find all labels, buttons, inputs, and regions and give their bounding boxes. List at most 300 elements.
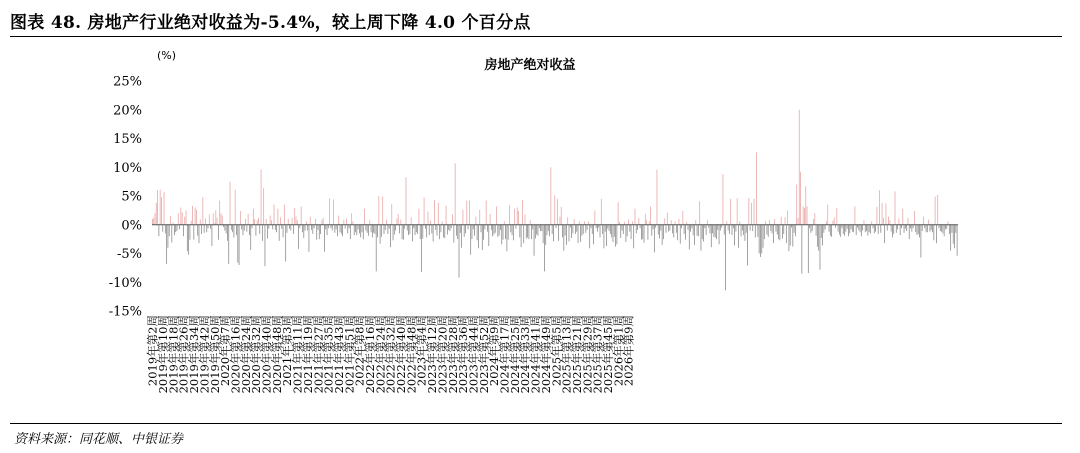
- bar: [521, 225, 522, 247]
- bar: [463, 210, 464, 225]
- bar: [794, 225, 795, 233]
- bar: [329, 198, 330, 224]
- bar: [182, 212, 183, 225]
- bar: [419, 209, 420, 225]
- x-tick-label: 2021年第51周: [342, 315, 357, 394]
- bar: [747, 225, 748, 266]
- bar: [778, 225, 779, 239]
- bar: [219, 201, 220, 225]
- bar: [284, 205, 285, 225]
- bar: [363, 225, 364, 239]
- bar: [166, 225, 167, 264]
- bar: [572, 225, 573, 234]
- bar: [589, 225, 590, 249]
- bar: [275, 225, 276, 230]
- bar: [399, 225, 400, 234]
- bar: [648, 225, 649, 240]
- bar: [257, 220, 258, 225]
- bar: [336, 225, 337, 230]
- bar: [442, 221, 443, 224]
- bar: [487, 225, 488, 232]
- bar: [666, 225, 667, 233]
- bar: [650, 206, 651, 224]
- bar: [952, 225, 953, 233]
- bar: [936, 225, 937, 243]
- bar: [331, 225, 332, 228]
- bar: [811, 225, 812, 233]
- bar: [689, 225, 690, 250]
- bar-series: [152, 110, 958, 291]
- bar: [227, 225, 228, 241]
- bar: [580, 225, 581, 242]
- bar: [168, 225, 169, 248]
- bar: [193, 225, 194, 240]
- bar: [792, 225, 793, 247]
- bar: [457, 225, 458, 239]
- x-tick-label: 2021年第19周: [300, 315, 315, 394]
- bar: [801, 225, 802, 274]
- bar: [217, 218, 218, 225]
- bar: [506, 225, 507, 251]
- y-tick-label: 10%: [113, 160, 142, 176]
- bar: [482, 225, 483, 250]
- bar: [426, 225, 427, 238]
- bar: [676, 225, 677, 233]
- bar: [768, 225, 769, 237]
- bar: [355, 225, 356, 232]
- bar: [519, 225, 520, 238]
- bar: [636, 225, 637, 234]
- bar: [888, 217, 889, 225]
- bar: [380, 225, 381, 244]
- x-axis: [146, 315, 636, 393]
- bar: [364, 209, 365, 225]
- bar: [465, 225, 466, 234]
- bar: [823, 225, 824, 233]
- bar: [786, 225, 787, 243]
- bar: [672, 225, 673, 234]
- bar: [565, 225, 566, 236]
- bar: [821, 225, 822, 238]
- bar: [205, 218, 206, 224]
- bar: [865, 225, 866, 232]
- bar: [390, 225, 391, 247]
- figure-title: 图表 48. 房地产行业绝对收益为-5.4%，较上周下降 4.0 个百分点: [10, 13, 531, 33]
- bar: [628, 220, 629, 225]
- bar: [622, 225, 623, 231]
- x-tick-label: 2021年第3周: [280, 315, 295, 387]
- bar: [741, 225, 742, 237]
- y-unit-label: (%): [157, 49, 177, 62]
- bar: [420, 225, 421, 239]
- bar: [799, 110, 800, 225]
- bar: [301, 206, 302, 224]
- bar: [472, 225, 473, 239]
- bar: [662, 225, 663, 245]
- x-tick-label: 2019年第2周: [145, 315, 160, 387]
- bar: [685, 225, 686, 240]
- bar: [424, 198, 425, 225]
- bar: [631, 225, 632, 239]
- bar: [855, 206, 856, 224]
- x-tick-label: 2024年第17周: [497, 315, 512, 394]
- bar: [398, 214, 399, 225]
- bar: [588, 221, 589, 224]
- bar: [345, 225, 346, 229]
- bar: [382, 197, 383, 225]
- x-tick-label: 2026年第1周: [611, 315, 626, 387]
- bar: [882, 203, 883, 225]
- bar: [677, 225, 678, 241]
- bar: [939, 225, 940, 228]
- bar: [623, 225, 624, 234]
- bar: [566, 225, 567, 245]
- bar: [920, 225, 921, 258]
- bar: [315, 219, 316, 225]
- bar: [726, 221, 727, 224]
- bar: [550, 167, 551, 225]
- bar: [177, 225, 178, 231]
- bar: [637, 225, 638, 230]
- bar: [391, 204, 392, 225]
- bar: [883, 218, 884, 225]
- bar: [456, 225, 457, 236]
- bar: [584, 221, 585, 224]
- bar: [208, 225, 209, 228]
- y-tick-label: 5%: [121, 189, 142, 205]
- bar: [852, 225, 853, 232]
- bar: [923, 217, 924, 225]
- bar: [510, 225, 511, 232]
- bar: [320, 225, 321, 234]
- bar: [252, 225, 253, 228]
- bar: [562, 225, 563, 238]
- bar: [248, 214, 249, 225]
- bar: [285, 225, 286, 262]
- bar: [945, 225, 946, 230]
- bar: [266, 219, 267, 225]
- bar: [955, 225, 956, 233]
- bar: [680, 225, 681, 244]
- bar: [450, 225, 451, 231]
- bar: [627, 225, 628, 237]
- bar: [513, 225, 514, 241]
- bar: [281, 225, 282, 229]
- bar: [192, 206, 193, 225]
- bar: [369, 220, 370, 225]
- bar: [499, 225, 500, 236]
- bar: [838, 225, 839, 232]
- bar: [433, 225, 434, 242]
- bar: [353, 221, 354, 224]
- bar: [902, 209, 903, 225]
- bar: [468, 225, 469, 230]
- bar: [703, 225, 704, 242]
- bar: [847, 225, 848, 229]
- bar: [874, 225, 875, 234]
- bar: [922, 225, 923, 231]
- bar: [615, 225, 616, 247]
- bar: [707, 220, 708, 225]
- bar: [446, 206, 447, 225]
- x-tick-label: 2020年第48周: [269, 315, 284, 394]
- bar: [785, 217, 786, 224]
- bar: [742, 225, 743, 231]
- bar: [604, 225, 605, 249]
- x-tick-label: 2019年第42周: [197, 315, 212, 394]
- bar: [764, 225, 765, 239]
- bar: [509, 205, 510, 225]
- bar: [649, 221, 650, 224]
- bar: [473, 225, 474, 230]
- bar: [640, 225, 641, 228]
- bar: [358, 225, 359, 230]
- bar: [553, 225, 554, 242]
- bar: [804, 208, 805, 225]
- x-tick-label: 2023年第36周: [456, 315, 471, 394]
- bar: [279, 225, 280, 241]
- bar: [704, 225, 705, 228]
- bar: [917, 225, 918, 235]
- bar: [337, 225, 338, 237]
- bar: [609, 225, 610, 231]
- x-tick-label: 2023年第28周: [445, 315, 460, 394]
- bar: [239, 225, 240, 265]
- bar: [594, 210, 595, 224]
- bar: [362, 225, 363, 232]
- bar: [359, 225, 360, 234]
- bar: [479, 210, 480, 225]
- bar: [781, 217, 782, 225]
- bar: [591, 225, 592, 228]
- bar: [776, 225, 777, 232]
- bar: [932, 225, 933, 232]
- bar: [202, 197, 203, 225]
- bar: [569, 225, 570, 242]
- bar: [948, 221, 949, 224]
- bar: [517, 208, 518, 225]
- bar: [342, 225, 343, 237]
- bar: [360, 225, 361, 238]
- bar: [914, 211, 915, 225]
- bar: [880, 225, 881, 233]
- bar: [886, 203, 887, 224]
- bar: [165, 225, 166, 234]
- bar: [596, 225, 597, 228]
- bar: [261, 170, 262, 225]
- bar: [549, 225, 550, 237]
- bar: [314, 225, 315, 228]
- bar: [933, 225, 934, 241]
- bar: [309, 225, 310, 252]
- bar: [756, 152, 757, 224]
- bar: [152, 219, 153, 225]
- bar: [684, 225, 685, 234]
- bar: [235, 190, 236, 225]
- x-tick-label: 2024年第49周: [538, 315, 553, 394]
- bar: [394, 225, 395, 235]
- bar: [873, 225, 874, 228]
- bar: [746, 225, 747, 233]
- bar: [534, 225, 535, 256]
- bar: [757, 225, 758, 237]
- bar: [447, 225, 448, 235]
- bar: [576, 225, 577, 232]
- bar: [620, 225, 621, 238]
- bar: [453, 225, 454, 243]
- bar: [451, 225, 452, 228]
- bar: [197, 225, 198, 236]
- bar: [311, 225, 312, 230]
- bar: [341, 225, 342, 234]
- bar: [413, 225, 414, 228]
- bar: [552, 225, 553, 234]
- bar: [512, 225, 513, 235]
- bar: [540, 225, 541, 231]
- x-tick-label: 2021年第35周: [321, 315, 336, 394]
- bar: [389, 225, 390, 229]
- bar: [416, 225, 417, 232]
- bar: [842, 225, 843, 228]
- bar: [710, 225, 711, 234]
- bar: [733, 225, 734, 228]
- bar: [732, 225, 733, 235]
- bar: [618, 202, 619, 224]
- bar: [526, 225, 527, 239]
- bar: [206, 225, 207, 232]
- bar: [434, 200, 435, 225]
- x-tick-label: 2022年第24周: [373, 315, 388, 394]
- bar: [607, 225, 608, 229]
- bar: [567, 217, 568, 224]
- bar: [535, 225, 536, 239]
- bar: [777, 225, 778, 235]
- bar: [910, 225, 911, 228]
- bar: [769, 220, 770, 225]
- bar: [265, 225, 266, 266]
- bar: [484, 225, 485, 230]
- bar: [470, 225, 471, 255]
- bar: [477, 225, 478, 241]
- bar: [240, 211, 241, 225]
- bar: [156, 203, 157, 225]
- bar: [871, 221, 872, 224]
- x-tick-label: 2020年第7周: [218, 315, 233, 387]
- bar: [915, 225, 916, 232]
- bar: [448, 225, 449, 230]
- bar: [750, 225, 751, 231]
- bar: [642, 225, 643, 239]
- bar: [438, 203, 439, 225]
- bar: [942, 225, 943, 234]
- source-note: 资料来源：同花顺、中银证券: [14, 432, 184, 447]
- bar: [695, 220, 696, 225]
- bar: [861, 225, 862, 237]
- bar: [319, 225, 320, 239]
- bar: [574, 219, 575, 225]
- bar: [354, 225, 355, 235]
- bar: [171, 225, 172, 243]
- bar: [346, 218, 347, 224]
- bar: [728, 225, 729, 231]
- bar: [267, 225, 268, 239]
- y-tick-label: -10%: [108, 275, 142, 291]
- bar: [222, 216, 223, 225]
- bar: [927, 225, 928, 232]
- bar: [375, 225, 376, 234]
- bar: [724, 225, 725, 235]
- bar: [782, 225, 783, 239]
- bar: [276, 225, 277, 232]
- x-tick-label: 2025年第13周: [559, 315, 574, 394]
- bar: [548, 225, 549, 231]
- bar: [725, 225, 726, 291]
- bar: [226, 225, 227, 234]
- bar: [245, 219, 246, 225]
- bar: [937, 195, 938, 225]
- x-tick-label: 2019年第18周: [166, 315, 181, 394]
- bar: [209, 214, 210, 224]
- x-tick-label: 2021年第27周: [311, 315, 326, 394]
- bar: [531, 225, 532, 239]
- x-tick-label: 2021年第11周: [290, 315, 305, 394]
- bar: [585, 225, 586, 233]
- bar: [752, 225, 753, 231]
- bar: [249, 225, 250, 235]
- bar: [876, 207, 877, 225]
- bar: [575, 225, 576, 234]
- bar: [481, 225, 482, 232]
- bar: [592, 225, 593, 234]
- bar: [906, 225, 907, 231]
- bar: [629, 225, 630, 232]
- bar: [713, 225, 714, 237]
- bar: [429, 225, 430, 235]
- bar: [271, 220, 272, 225]
- bar: [660, 225, 661, 231]
- bar: [283, 225, 284, 238]
- x-tick-label: 2019年第10周: [156, 315, 170, 394]
- bar: [843, 225, 844, 234]
- bar: [790, 225, 791, 246]
- bar: [491, 225, 492, 230]
- bar: [578, 225, 579, 243]
- bar: [525, 214, 526, 224]
- bar: [851, 225, 852, 230]
- bar: [201, 225, 202, 234]
- bar: [814, 213, 815, 225]
- bar: [808, 225, 809, 273]
- bar: [763, 225, 764, 248]
- bar: [334, 225, 335, 233]
- bar: [558, 225, 559, 241]
- bar: [601, 199, 602, 225]
- bar: [421, 225, 422, 272]
- x-tick-label: 2022年第48周: [404, 315, 419, 394]
- bar: [527, 225, 528, 238]
- bar: [748, 198, 749, 224]
- bar: [867, 225, 868, 236]
- bar: [310, 217, 311, 225]
- bar: [459, 225, 460, 278]
- bar: [505, 225, 506, 239]
- bar: [460, 225, 461, 233]
- bar: [332, 225, 333, 231]
- y-tick-label: -5%: [116, 247, 142, 262]
- bar: [651, 225, 652, 236]
- bar: [853, 225, 854, 232]
- bar: [760, 225, 761, 257]
